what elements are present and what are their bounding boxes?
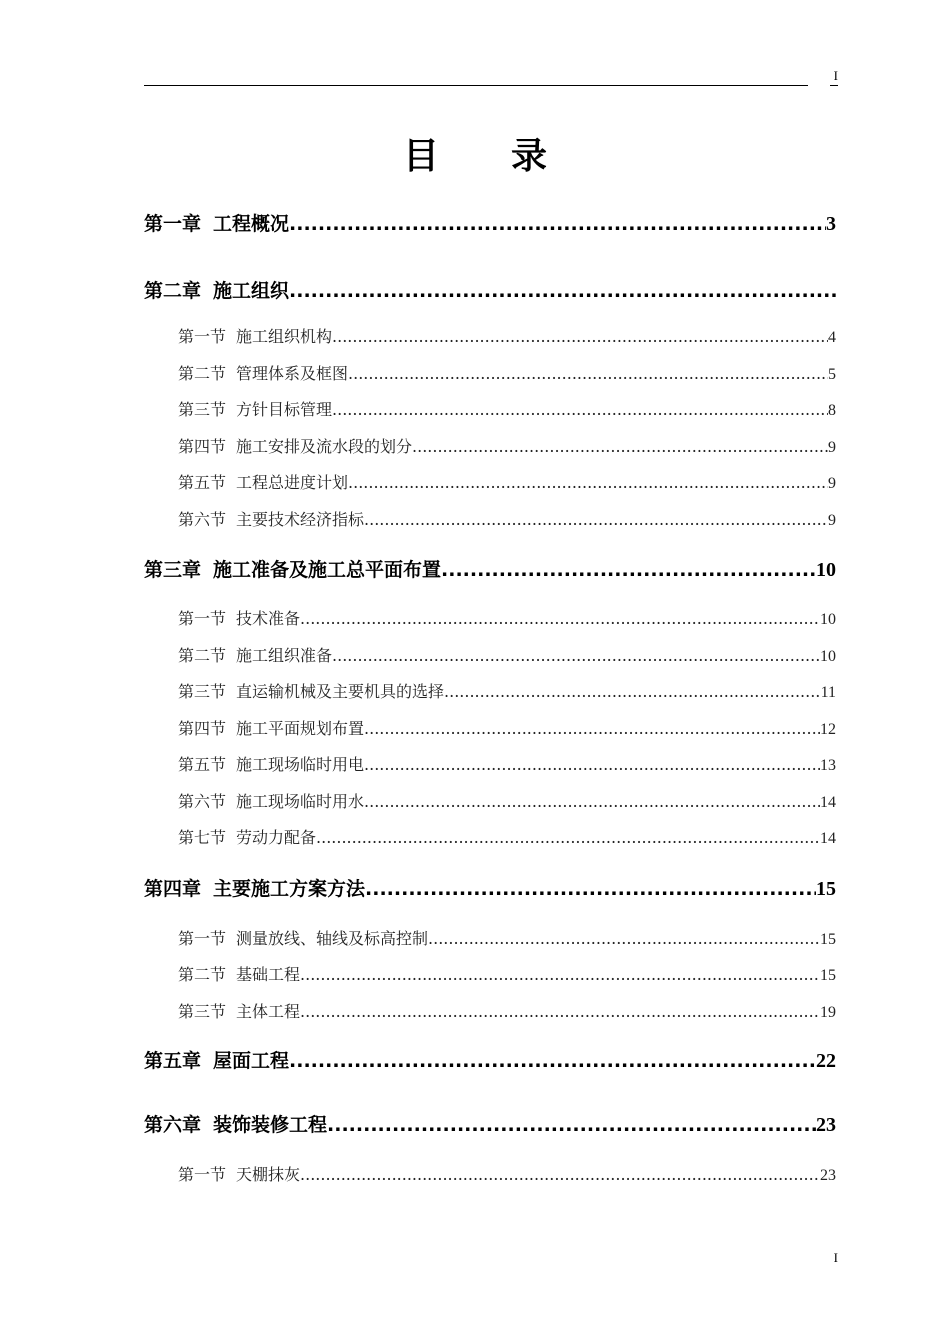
toc-entry-label: 第三节 xyxy=(178,682,227,701)
toc-entry-label: 第三节 xyxy=(178,400,227,419)
toc-section-entry[interactable] xyxy=(144,962,836,985)
toc-dot-leader xyxy=(364,792,820,811)
page-title: 目录 xyxy=(402,136,619,177)
header-rule xyxy=(144,85,808,86)
toc-entry-page-number: 9 xyxy=(828,512,836,529)
toc-dot-leader xyxy=(300,1002,820,1021)
toc-dot-leader xyxy=(348,364,828,383)
toc-entry-title: 装饰装修工程 xyxy=(213,1114,328,1136)
toc-dot-leader xyxy=(444,682,821,701)
toc-entry-page-number: 5 xyxy=(828,366,836,383)
toc-dot-leader xyxy=(428,929,820,948)
toc-entry-page-number: 10 xyxy=(820,611,836,628)
toc-chapter-entry[interactable] xyxy=(144,1046,836,1073)
toc-section-entry[interactable] xyxy=(144,716,836,739)
toc-entry-title: 方针目标管理 xyxy=(236,400,333,419)
toc-section-entry[interactable] xyxy=(144,397,836,420)
toc-dot-leader xyxy=(300,609,820,628)
toc-entry-label: 第四章 xyxy=(144,878,202,900)
toc-entry-page-number: 23 xyxy=(820,1167,836,1184)
toc-entry-title: 技术准备 xyxy=(236,609,301,628)
toc-entry-page-number: 15 xyxy=(816,878,836,900)
toc-dot-leader xyxy=(289,1050,816,1072)
toc-section-entry[interactable] xyxy=(144,470,836,493)
toc-section-entry[interactable] xyxy=(144,825,836,848)
toc-section-entry[interactable] xyxy=(144,752,836,775)
toc-dot-leader xyxy=(364,510,828,529)
toc-entry-page-number: 14 xyxy=(820,794,836,811)
toc-entry-title: 劳动力配备 xyxy=(236,828,317,847)
toc-dot-leader xyxy=(441,559,816,581)
toc-chapter-entry[interactable] xyxy=(144,1110,836,1137)
toc-entry-page-number: 15 xyxy=(820,931,836,948)
toc-entry-title: 施工组织 xyxy=(213,280,290,302)
toc-entry-label: 第一章 xyxy=(144,213,202,235)
toc-entry-label: 第四节 xyxy=(178,719,227,738)
toc-dot-leader xyxy=(412,437,828,456)
toc-entry-page-number: 10 xyxy=(820,648,836,665)
toc-dot-leader xyxy=(332,400,828,419)
toc-entry-page-number: 12 xyxy=(820,721,836,738)
toc-entry-page-number: 23 xyxy=(816,1114,836,1136)
toc-dot-leader xyxy=(332,327,828,346)
toc-entry-title: 基础工程 xyxy=(236,965,301,984)
toc-entry-title: 施工组织准备 xyxy=(236,646,333,665)
toc-entry-label: 第七节 xyxy=(178,828,227,847)
toc-chapter-entry[interactable] xyxy=(144,276,836,303)
toc-dot-leader xyxy=(364,719,820,738)
toc-entry-title: 施工现场临时用水 xyxy=(236,792,365,811)
toc-section-entry[interactable] xyxy=(144,999,836,1022)
toc-entry-label: 第二节 xyxy=(178,646,227,665)
toc-dot-leader xyxy=(300,965,820,984)
toc-section-entry[interactable] xyxy=(144,361,836,384)
toc-chapter-entry[interactable] xyxy=(144,555,836,582)
toc-entry-label: 第三章 xyxy=(144,559,202,581)
toc-section-entry[interactable] xyxy=(144,926,836,949)
toc-entry-label: 第六章 xyxy=(144,1114,202,1136)
header-page-marker: I xyxy=(826,68,838,84)
toc-entry-title: 直运输机械及主要机具的选择 xyxy=(236,682,445,701)
toc-section-entry[interactable] xyxy=(144,1162,836,1185)
toc-section-entry[interactable] xyxy=(144,606,836,629)
toc-entry-label: 第一节 xyxy=(178,609,227,628)
toc-entry-title: 施工安排及流水段的划分 xyxy=(236,437,413,456)
toc-dot-leader xyxy=(316,828,820,847)
toc-entry-label: 第四节 xyxy=(178,437,227,456)
toc-entry-title: 主要技术经济指标 xyxy=(236,510,365,529)
toc-entry-title: 测量放线、轴线及标高控制 xyxy=(236,929,429,948)
toc-entry-label: 第五章 xyxy=(144,1050,202,1072)
toc-entry-page-number: 4 xyxy=(828,329,836,346)
toc-dot-leader xyxy=(327,1114,816,1136)
toc-chapter-entry[interactable] xyxy=(144,874,836,901)
toc-entry-title: 施工平面规划布置 xyxy=(236,719,365,738)
toc-entry-page-number: 3 xyxy=(826,213,836,235)
toc-section-entry[interactable] xyxy=(144,507,836,530)
toc-section-entry[interactable] xyxy=(144,324,836,347)
toc-dot-leader xyxy=(289,213,826,235)
toc-entry-label: 第一节 xyxy=(178,929,227,948)
toc-entry-label: 第六节 xyxy=(178,510,227,529)
toc-entry-title: 屋面工程 xyxy=(213,1050,290,1072)
toc-entry-label: 第二节 xyxy=(178,364,227,383)
toc-entry-label: 第二章 xyxy=(144,280,202,302)
toc-entry-title: 主体工程 xyxy=(236,1002,301,1021)
toc-entry-label: 第一节 xyxy=(178,327,227,346)
toc-dot-leader xyxy=(365,878,816,900)
toc-dot-leader xyxy=(300,1165,820,1184)
toc-entry-label: 第五节 xyxy=(178,755,227,774)
toc-entry-page-number: 19 xyxy=(820,1004,836,1021)
toc-entry-title: 管理体系及框图 xyxy=(236,364,349,383)
toc-entry-title: 工程总进度计划 xyxy=(236,473,349,492)
toc-dot-leader xyxy=(289,280,836,302)
toc-dot-leader xyxy=(364,755,820,774)
toc-entry-title: 施工准备及施工总平面布置 xyxy=(213,559,442,581)
toc-entry-label: 第五节 xyxy=(178,473,227,492)
toc-entry-page-number: 11 xyxy=(820,684,836,701)
toc-entry-page-number: 15 xyxy=(820,967,836,984)
toc-entry-title: 工程概况 xyxy=(213,213,290,235)
toc-entry-page-number: 9 xyxy=(828,475,836,492)
toc-entry-page-number: 9 xyxy=(828,439,836,456)
toc-section-entry[interactable] xyxy=(144,789,836,812)
toc-chapter-entry[interactable] xyxy=(144,209,836,236)
toc-entry-label: 第三节 xyxy=(178,1002,227,1021)
toc-section-entry[interactable] xyxy=(144,434,836,457)
toc-section-entry[interactable] xyxy=(144,679,836,702)
footer-page-marker: I xyxy=(833,1250,838,1265)
toc-entry-page-number: 10 xyxy=(816,559,836,581)
toc-entry-label: 第二节 xyxy=(178,965,227,984)
toc-entry-page-number: 13 xyxy=(820,757,836,774)
toc-entry-title: 天棚抹灰 xyxy=(236,1165,301,1184)
toc-dot-leader xyxy=(332,646,820,665)
toc-section-entry[interactable] xyxy=(144,643,836,666)
toc-entry-label: 第一节 xyxy=(178,1165,227,1184)
toc-dot-leader xyxy=(348,473,828,492)
toc-entry-page-number: 8 xyxy=(828,402,836,419)
toc-entry-page-number: 14 xyxy=(820,830,836,847)
toc-entry-label: 第六节 xyxy=(178,792,227,811)
toc-entry-title: 施工组织机构 xyxy=(236,327,333,346)
toc-entry-title: 主要施工方案方法 xyxy=(213,878,366,900)
toc-entry-title: 施工现场临时用电 xyxy=(236,755,365,774)
toc-entry-page-number: 22 xyxy=(816,1050,836,1072)
